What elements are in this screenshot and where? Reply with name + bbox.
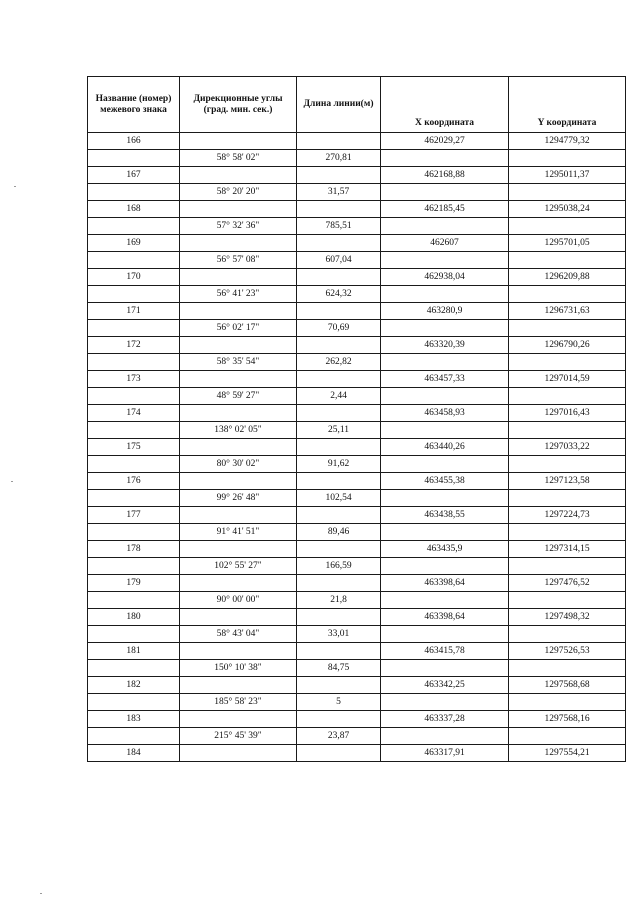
- x-coordinate-cell-empty: [381, 252, 509, 269]
- y-coordinate-cell: 1297014,59: [509, 371, 626, 388]
- x-coordinate-cell-empty: [381, 660, 509, 677]
- y-coordinate-cell-empty: [509, 150, 626, 167]
- x-coordinate-cell: 462029,27: [381, 133, 509, 150]
- x-coordinate-cell-empty: [381, 422, 509, 439]
- table-row-segment: [88, 490, 626, 507]
- table-row-point: [88, 201, 626, 218]
- y-coordinate-cell-empty: [509, 286, 626, 303]
- angle-cell-empty: [180, 303, 297, 320]
- y-coordinate-cell: 1297016,43: [509, 405, 626, 422]
- scan-speck: [40, 893, 42, 894]
- length-cell-empty: [297, 201, 381, 218]
- x-coordinate-cell-empty: [381, 354, 509, 371]
- point-name-cell: 184: [88, 745, 180, 762]
- y-coordinate-cell-empty: [509, 456, 626, 473]
- line-length-cell: 785,51: [297, 218, 381, 235]
- x-coordinate-cell-empty: [381, 558, 509, 575]
- table-row-segment: [88, 218, 626, 235]
- line-length-cell: 5: [297, 694, 381, 711]
- angle-cell-empty: [180, 609, 297, 626]
- table-row-point: [88, 133, 626, 150]
- x-coordinate-cell: 462938,04: [381, 269, 509, 286]
- point-name-cell-empty: [88, 456, 180, 473]
- x-coordinate-cell-empty: [381, 150, 509, 167]
- length-cell-empty: [297, 541, 381, 558]
- x-coordinate-cell: 463457,33: [381, 371, 509, 388]
- x-coordinate-cell: 463435,9: [381, 541, 509, 558]
- table-row-segment: [88, 354, 626, 371]
- direction-angle-cell: 58° 43' 04": [180, 626, 297, 643]
- direction-angle-cell: 102° 55' 27": [180, 558, 297, 575]
- y-coordinate-cell-empty: [509, 490, 626, 507]
- x-coordinate-cell-empty: [381, 728, 509, 745]
- angle-cell-empty: [180, 133, 297, 150]
- length-cell-empty: [297, 133, 381, 150]
- x-coordinate-cell: 463317,91: [381, 745, 509, 762]
- x-coordinate-cell: 463320,39: [381, 337, 509, 354]
- direction-angle-cell: 56° 41' 23": [180, 286, 297, 303]
- y-coordinate-cell: 1297123,58: [509, 473, 626, 490]
- length-cell-empty: [297, 303, 381, 320]
- table-row-point: [88, 541, 626, 558]
- angle-cell-empty: [180, 337, 297, 354]
- point-name-cell-empty: [88, 252, 180, 269]
- x-coordinate-cell: 463398,64: [381, 575, 509, 592]
- x-coordinate-cell-empty: [381, 524, 509, 541]
- direction-angle-cell: 90° 00' 00": [180, 592, 297, 609]
- header-x: X координата: [381, 77, 509, 133]
- point-name-cell-empty: [88, 184, 180, 201]
- angle-cell-empty: [180, 235, 297, 252]
- x-coordinate-cell: 463458,93: [381, 405, 509, 422]
- direction-angle-cell: 58° 35' 54": [180, 354, 297, 371]
- angle-cell-empty: [180, 643, 297, 660]
- point-name-cell-empty: [88, 218, 180, 235]
- point-name-cell: 177: [88, 507, 180, 524]
- table-row-segment: [88, 150, 626, 167]
- length-cell-empty: [297, 167, 381, 184]
- direction-angle-cell: 80° 30' 02": [180, 456, 297, 473]
- y-coordinate-cell: 1296790,26: [509, 337, 626, 354]
- table-header-row: [88, 77, 626, 133]
- angle-cell-empty: [180, 711, 297, 728]
- x-coordinate-cell-empty: [381, 320, 509, 337]
- point-name-cell: 171: [88, 303, 180, 320]
- x-coordinate-cell: 463280,9: [381, 303, 509, 320]
- x-coordinate-cell: 462185,45: [381, 201, 509, 218]
- line-length-cell: 91,62: [297, 456, 381, 473]
- line-length-cell: 31,57: [297, 184, 381, 201]
- line-length-cell: 89,46: [297, 524, 381, 541]
- direction-angle-cell: 99° 26' 48": [180, 490, 297, 507]
- x-coordinate-cell: 462607: [381, 235, 509, 252]
- point-name-cell: 169: [88, 235, 180, 252]
- table-row-segment: [88, 422, 626, 439]
- length-cell-empty: [297, 439, 381, 456]
- angle-cell-empty: [180, 439, 297, 456]
- direction-angle-cell: 48° 59' 27": [180, 388, 297, 405]
- table-row-point: [88, 167, 626, 184]
- point-name-cell-empty: [88, 626, 180, 643]
- angle-cell-empty: [180, 575, 297, 592]
- line-length-cell: 166,59: [297, 558, 381, 575]
- table-row-point: [88, 235, 626, 252]
- point-name-cell-empty: [88, 524, 180, 541]
- y-coordinate-cell: 1297526,53: [509, 643, 626, 660]
- table-row-segment: [88, 694, 626, 711]
- table-row-segment: [88, 728, 626, 745]
- y-coordinate-cell: 1295011,37: [509, 167, 626, 184]
- y-coordinate-cell: 1297314,15: [509, 541, 626, 558]
- line-length-cell: 84,75: [297, 660, 381, 677]
- line-length-cell: 607,04: [297, 252, 381, 269]
- length-cell-empty: [297, 677, 381, 694]
- y-coordinate-cell-empty: [509, 524, 626, 541]
- table-row-point: [88, 507, 626, 524]
- point-name-cell: 174: [88, 405, 180, 422]
- table-row-segment: [88, 592, 626, 609]
- table-row-point: [88, 269, 626, 286]
- table-row-segment: [88, 252, 626, 269]
- x-coordinate-cell: 463438,55: [381, 507, 509, 524]
- y-coordinate-cell: 1297568,16: [509, 711, 626, 728]
- line-length-cell: 70,69: [297, 320, 381, 337]
- line-length-cell: 2,44: [297, 388, 381, 405]
- point-name-cell: 179: [88, 575, 180, 592]
- x-coordinate-cell: 463415,78: [381, 643, 509, 660]
- point-name-cell-empty: [88, 150, 180, 167]
- y-coordinate-cell: 1297224,73: [509, 507, 626, 524]
- x-coordinate-cell: 463398,64: [381, 609, 509, 626]
- y-coordinate-cell: 1297033,22: [509, 439, 626, 456]
- direction-angle-cell: 56° 57' 08": [180, 252, 297, 269]
- length-cell-empty: [297, 745, 381, 762]
- y-coordinate-cell-empty: [509, 626, 626, 643]
- scan-speck: [14, 186, 16, 187]
- line-length-cell: 23,87: [297, 728, 381, 745]
- angle-cell-empty: [180, 745, 297, 762]
- table-row-point: [88, 745, 626, 762]
- y-coordinate-cell-empty: [509, 728, 626, 745]
- x-coordinate-cell-empty: [381, 626, 509, 643]
- table-row-point: [88, 473, 626, 490]
- point-name-cell-empty: [88, 660, 180, 677]
- point-name-cell-empty: [88, 728, 180, 745]
- table-row-point: [88, 405, 626, 422]
- point-name-cell: 180: [88, 609, 180, 626]
- length-cell-empty: [297, 269, 381, 286]
- point-name-cell: 173: [88, 371, 180, 388]
- length-cell-empty: [297, 507, 381, 524]
- length-cell-empty: [297, 711, 381, 728]
- coordinates-table: [87, 76, 626, 762]
- coordinates-table-body: [88, 133, 626, 762]
- point-name-cell: 183: [88, 711, 180, 728]
- x-coordinate-cell: 463337,28: [381, 711, 509, 728]
- y-coordinate-cell: 1297568,68: [509, 677, 626, 694]
- x-coordinate-cell-empty: [381, 592, 509, 609]
- point-name-cell: 172: [88, 337, 180, 354]
- length-cell-empty: [297, 235, 381, 252]
- table-row-segment: [88, 626, 626, 643]
- point-name-cell-empty: [88, 490, 180, 507]
- y-coordinate-cell-empty: [509, 320, 626, 337]
- y-coordinate-cell: 1297554,21: [509, 745, 626, 762]
- point-name-cell-empty: [88, 320, 180, 337]
- header-length: Длина линии(м): [297, 77, 381, 133]
- table-row-point: [88, 677, 626, 694]
- point-name-cell-empty: [88, 388, 180, 405]
- table-row-point: [88, 439, 626, 456]
- direction-angle-cell: 57° 32' 36": [180, 218, 297, 235]
- point-name-cell: 182: [88, 677, 180, 694]
- table-row-segment: [88, 388, 626, 405]
- table-row-point: [88, 575, 626, 592]
- angle-cell-empty: [180, 507, 297, 524]
- line-length-cell: 33,01: [297, 626, 381, 643]
- y-coordinate-cell: 1296209,88: [509, 269, 626, 286]
- y-coordinate-cell-empty: [509, 354, 626, 371]
- y-coordinate-cell-empty: [509, 218, 626, 235]
- point-name-cell: 178: [88, 541, 180, 558]
- x-coordinate-cell-empty: [381, 184, 509, 201]
- line-length-cell: 21,8: [297, 592, 381, 609]
- angle-cell-empty: [180, 269, 297, 286]
- y-coordinate-cell: 1295038,24: [509, 201, 626, 218]
- direction-angle-cell: 215° 45' 39": [180, 728, 297, 745]
- length-cell-empty: [297, 609, 381, 626]
- length-cell-empty: [297, 371, 381, 388]
- angle-cell-empty: [180, 405, 297, 422]
- table-row-segment: [88, 456, 626, 473]
- length-cell-empty: [297, 405, 381, 422]
- y-coordinate-cell-empty: [509, 422, 626, 439]
- x-coordinate-cell: 463342,25: [381, 677, 509, 694]
- angle-cell-empty: [180, 201, 297, 218]
- y-coordinate-cell: 1294779,32: [509, 133, 626, 150]
- point-name-cell-empty: [88, 592, 180, 609]
- direction-angle-cell: 185° 58' 23": [180, 694, 297, 711]
- table-row-point: [88, 643, 626, 660]
- x-coordinate-cell-empty: [381, 388, 509, 405]
- table-row-point: [88, 711, 626, 728]
- point-name-cell: 166: [88, 133, 180, 150]
- table-row-segment: [88, 320, 626, 337]
- line-length-cell: 270,81: [297, 150, 381, 167]
- angle-cell-empty: [180, 371, 297, 388]
- table-row-point: [88, 337, 626, 354]
- point-name-cell-empty: [88, 694, 180, 711]
- point-name-cell: 181: [88, 643, 180, 660]
- table-row-segment: [88, 286, 626, 303]
- length-cell-empty: [297, 337, 381, 354]
- point-name-cell-empty: [88, 422, 180, 439]
- point-name-cell: 170: [88, 269, 180, 286]
- line-length-cell: 262,82: [297, 354, 381, 371]
- y-coordinate-cell: 1296731,63: [509, 303, 626, 320]
- line-length-cell: 624,32: [297, 286, 381, 303]
- point-name-cell: 175: [88, 439, 180, 456]
- x-coordinate-cell: 462168,88: [381, 167, 509, 184]
- x-coordinate-cell-empty: [381, 218, 509, 235]
- table-row-segment: [88, 558, 626, 575]
- header-angle: Дирекционные углы (град. мин. сек.): [180, 77, 297, 133]
- y-coordinate-cell-empty: [509, 660, 626, 677]
- point-name-cell-empty: [88, 558, 180, 575]
- table-row-point: [88, 371, 626, 388]
- table-row-segment: [88, 524, 626, 541]
- point-name-cell: 168: [88, 201, 180, 218]
- point-name-cell-empty: [88, 286, 180, 303]
- direction-angle-cell: 56° 02' 17": [180, 320, 297, 337]
- table-row-segment: [88, 184, 626, 201]
- line-length-cell: 25,11: [297, 422, 381, 439]
- header-y: Y координата: [509, 77, 626, 133]
- y-coordinate-cell-empty: [509, 184, 626, 201]
- line-length-cell: 102,54: [297, 490, 381, 507]
- length-cell-empty: [297, 473, 381, 490]
- direction-angle-cell: 58° 20' 20": [180, 184, 297, 201]
- y-coordinate-cell-empty: [509, 388, 626, 405]
- point-name-cell-empty: [88, 354, 180, 371]
- angle-cell-empty: [180, 677, 297, 694]
- direction-angle-cell: 150° 10' 38": [180, 660, 297, 677]
- table-row-segment: [88, 660, 626, 677]
- x-coordinate-cell-empty: [381, 490, 509, 507]
- y-coordinate-cell: 1297498,32: [509, 609, 626, 626]
- point-name-cell: 167: [88, 167, 180, 184]
- point-name-cell: 176: [88, 473, 180, 490]
- y-coordinate-cell: 1295701,05: [509, 235, 626, 252]
- x-coordinate-cell-empty: [381, 694, 509, 711]
- scan-speck: [11, 481, 13, 482]
- angle-cell-empty: [180, 473, 297, 490]
- y-coordinate-cell-empty: [509, 252, 626, 269]
- y-coordinate-cell-empty: [509, 694, 626, 711]
- direction-angle-cell: 138° 02' 05": [180, 422, 297, 439]
- length-cell-empty: [297, 643, 381, 660]
- x-coordinate-cell: 463455,38: [381, 473, 509, 490]
- header-name: Название (номер) межевого знака: [88, 77, 180, 133]
- angle-cell-empty: [180, 167, 297, 184]
- x-coordinate-cell-empty: [381, 456, 509, 473]
- y-coordinate-cell-empty: [509, 558, 626, 575]
- table-row-point: [88, 303, 626, 320]
- x-coordinate-cell: 463440,26: [381, 439, 509, 456]
- direction-angle-cell: 91° 41' 51": [180, 524, 297, 541]
- table-row-point: [88, 609, 626, 626]
- angle-cell-empty: [180, 541, 297, 558]
- x-coordinate-cell-empty: [381, 286, 509, 303]
- y-coordinate-cell: 1297476,52: [509, 575, 626, 592]
- length-cell-empty: [297, 575, 381, 592]
- direction-angle-cell: 58° 58' 02": [180, 150, 297, 167]
- y-coordinate-cell-empty: [509, 592, 626, 609]
